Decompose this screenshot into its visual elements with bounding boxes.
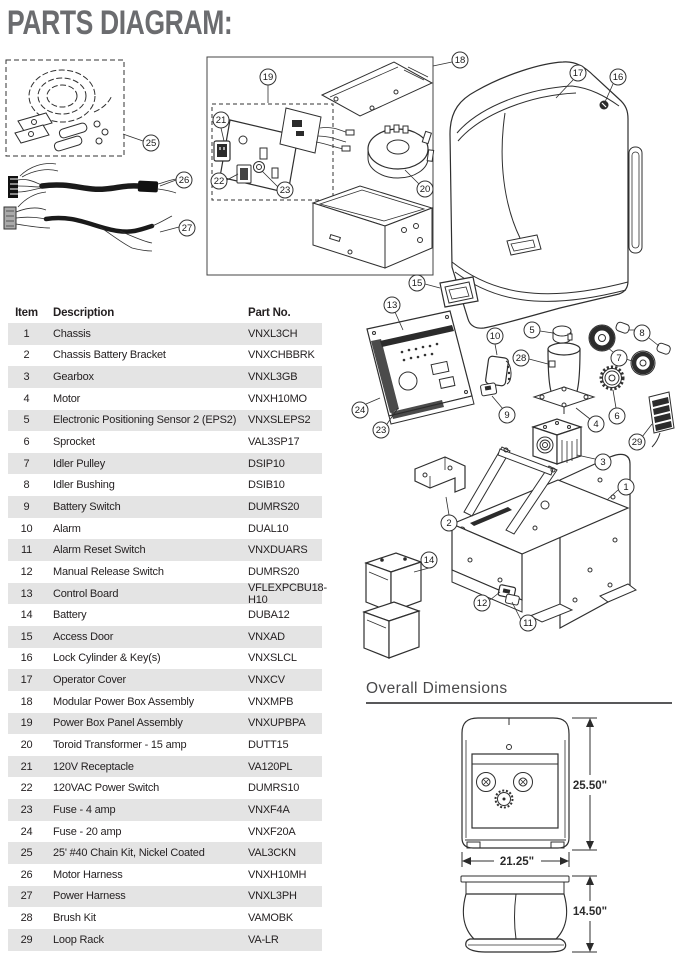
callout-20 bbox=[417, 181, 433, 197]
table-row bbox=[8, 821, 322, 843]
table-cell: 5 bbox=[23, 414, 30, 427]
table-cell: Idler Bushing bbox=[53, 479, 115, 492]
table-cell: 19 bbox=[20, 717, 33, 730]
table-cell: VNXF4A bbox=[248, 803, 290, 816]
width-dimension bbox=[462, 852, 569, 868]
table-cell: Alarm bbox=[53, 522, 81, 535]
table-row bbox=[8, 669, 322, 691]
table-cell: 120VAC Power Switch bbox=[53, 782, 160, 795]
callout-6 bbox=[609, 408, 625, 424]
table-row bbox=[8, 864, 322, 886]
table-cell: Alarm Reset Switch bbox=[53, 544, 146, 557]
table-cell: Fuse - 4 amp bbox=[53, 803, 116, 816]
height-side-label: 14.50" bbox=[572, 906, 608, 918]
brush-kit-location bbox=[549, 361, 555, 367]
table-cell: 10 bbox=[20, 522, 33, 535]
callout-28 bbox=[513, 350, 529, 366]
access-door-illustration bbox=[440, 277, 478, 307]
svg-text:8: 8 bbox=[639, 328, 645, 339]
callout-7 bbox=[611, 350, 627, 366]
table-row bbox=[8, 604, 322, 626]
table-cell: Fuse - 20 amp bbox=[53, 825, 122, 838]
chain-kit-illustration bbox=[6, 60, 124, 156]
table-cell: VNXCV bbox=[248, 674, 285, 687]
table-cell: 26 bbox=[20, 868, 33, 881]
svg-text:17: 17 bbox=[572, 68, 584, 79]
callout-12 bbox=[474, 595, 490, 611]
motor-illustration bbox=[534, 343, 594, 414]
table-cell: 25' #40 Chain Kit, Nickel Coated bbox=[53, 847, 205, 860]
table-row bbox=[8, 691, 322, 713]
svg-text:23: 23 bbox=[375, 425, 387, 436]
table-cell: 1 bbox=[23, 327, 30, 340]
table-cell: Battery bbox=[53, 609, 87, 622]
callout-23 bbox=[277, 182, 293, 198]
overall-dimensions-heading: Overall Dimensions bbox=[366, 680, 508, 697]
table-cell: 24 bbox=[20, 825, 33, 838]
table-row bbox=[8, 581, 327, 606]
svg-text:3: 3 bbox=[600, 457, 606, 468]
callout-11 bbox=[520, 615, 536, 631]
callout-13 bbox=[384, 297, 400, 313]
table-cell: Manual Release Switch bbox=[53, 565, 164, 578]
callout-14 bbox=[421, 552, 437, 568]
side-door-strip bbox=[629, 147, 642, 253]
table-row bbox=[8, 323, 322, 345]
svg-text:20: 20 bbox=[419, 184, 431, 195]
table-cell: 27 bbox=[20, 890, 33, 903]
table-cell: Modular Power Box Assembly bbox=[53, 695, 194, 708]
table-cell: 120V Receptacle bbox=[53, 760, 134, 773]
table-row bbox=[8, 474, 322, 496]
table-cell: VNXMPB bbox=[248, 695, 294, 708]
gearbox-illustration bbox=[533, 419, 581, 464]
table-cell: 23 bbox=[20, 803, 33, 816]
overall-dimensions-rule bbox=[366, 702, 672, 704]
table-cell: VAL3CKN bbox=[248, 847, 296, 860]
table-cell: VNXUPBPA bbox=[248, 717, 306, 730]
table-cell: VNXSLCL bbox=[248, 652, 297, 665]
table-cell: DUMRS20 bbox=[248, 500, 300, 513]
parts-table-header bbox=[8, 302, 322, 323]
table-cell: VNXF20A bbox=[248, 825, 296, 838]
callout-27 bbox=[179, 220, 195, 236]
table-cell: 14 bbox=[20, 609, 33, 622]
svg-text:5: 5 bbox=[529, 325, 535, 336]
table-row bbox=[8, 518, 322, 540]
table-cell: Control Board bbox=[53, 587, 119, 600]
table-cell: VNXL3CH bbox=[248, 327, 298, 340]
table-cell: VNXH10MO bbox=[248, 392, 307, 405]
table-cell: VA-LR bbox=[248, 933, 279, 946]
table-row bbox=[8, 907, 322, 929]
svg-text:28: 28 bbox=[515, 353, 527, 364]
table-cell: Operator Cover bbox=[53, 674, 127, 687]
front-view-illustration bbox=[462, 718, 569, 848]
table-row bbox=[8, 561, 322, 583]
table-row bbox=[8, 713, 322, 735]
table-cell: VNXSLEPS2 bbox=[248, 414, 311, 427]
callout-23b bbox=[373, 422, 389, 438]
svg-text:23: 23 bbox=[279, 185, 291, 196]
svg-text:25: 25 bbox=[145, 138, 157, 149]
callout-8 bbox=[634, 325, 650, 341]
svg-text:4: 4 bbox=[593, 419, 599, 430]
table-cell: VFLEXPCBU18-H10 bbox=[248, 581, 327, 606]
power-box-lid bbox=[322, 62, 432, 116]
callout-4 bbox=[588, 416, 604, 432]
callout-9 bbox=[499, 407, 515, 423]
lock-cylinder-illustration bbox=[600, 101, 609, 110]
table-cell: Electronic Positioning Sensor 2 (EPS2) bbox=[53, 414, 237, 427]
svg-text:18: 18 bbox=[454, 55, 466, 66]
table-cell: 7 bbox=[23, 457, 30, 470]
height-dimension bbox=[572, 718, 607, 850]
table-cell: DUTT15 bbox=[248, 738, 289, 751]
page-title: PARTS DIAGRAM: bbox=[7, 4, 233, 42]
parts-table bbox=[8, 302, 327, 951]
power-harness-illustration bbox=[4, 192, 172, 251]
table-cell: VNXL3PH bbox=[248, 890, 297, 903]
table-cell: DUAL10 bbox=[248, 522, 289, 535]
side-view-illustration bbox=[461, 876, 569, 952]
table-row bbox=[8, 388, 322, 410]
callout-17 bbox=[570, 65, 586, 81]
callout-15 bbox=[409, 275, 425, 291]
table-cell: VNXAD bbox=[248, 630, 285, 643]
callout-22 bbox=[211, 173, 227, 189]
table-cell: 17 bbox=[20, 674, 33, 687]
table-cell: VNXL3GB bbox=[248, 371, 298, 384]
table-cell: Lock Cylinder & Key(s) bbox=[53, 652, 161, 665]
operator-cover-illustration bbox=[450, 62, 642, 328]
table-cell: Brush Kit bbox=[53, 912, 96, 925]
table-cell: 22 bbox=[20, 782, 33, 795]
table-row bbox=[8, 842, 322, 864]
svg-text:6: 6 bbox=[614, 411, 620, 422]
svg-text:11: 11 bbox=[523, 618, 533, 629]
table-cell: VNXH10MH bbox=[248, 868, 307, 881]
table-cell: Motor bbox=[53, 392, 81, 405]
battery-bracket-illustration bbox=[415, 457, 465, 492]
battery-switch-illustration bbox=[480, 383, 497, 396]
callout-24 bbox=[352, 402, 368, 418]
table-cell: 20 bbox=[20, 738, 33, 751]
power-box-assembly-illustration bbox=[207, 57, 434, 275]
sprocket-illustration bbox=[601, 367, 623, 389]
callout-16 bbox=[610, 69, 626, 85]
svg-text:13: 13 bbox=[386, 300, 398, 311]
callout-18 bbox=[452, 52, 468, 68]
table-cell: 16 bbox=[20, 652, 33, 665]
header-item: Item bbox=[15, 306, 38, 319]
table-cell: Power Harness bbox=[53, 890, 126, 903]
table-cell: 3 bbox=[23, 371, 30, 384]
table-cell: 2 bbox=[23, 349, 30, 362]
header-description: Description bbox=[53, 306, 115, 319]
table-cell: VAMOBK bbox=[248, 912, 294, 925]
table-row bbox=[8, 410, 322, 432]
overall-dimensions-drawing bbox=[360, 708, 676, 955]
table-cell: 25 bbox=[20, 847, 33, 860]
callout-19 bbox=[260, 69, 276, 85]
svg-text:2: 2 bbox=[446, 518, 452, 529]
svg-text:15: 15 bbox=[411, 278, 423, 289]
toroid-transformer-illustration bbox=[368, 125, 434, 178]
table-cell: VNXCHBBRK bbox=[248, 349, 315, 362]
table-cell: DUMRS20 bbox=[248, 565, 300, 578]
table-row bbox=[8, 431, 322, 453]
table-cell: 28 bbox=[20, 912, 33, 925]
table-row bbox=[8, 734, 322, 756]
svg-text:26: 26 bbox=[178, 175, 190, 186]
table-cell: 13 bbox=[20, 587, 33, 600]
table-row bbox=[8, 366, 322, 388]
table-cell: VNXDUARS bbox=[248, 544, 308, 557]
table-row bbox=[8, 626, 322, 648]
fuse-illustration bbox=[254, 162, 265, 173]
table-cell: 6 bbox=[23, 436, 30, 449]
table-cell: 11 bbox=[20, 544, 33, 557]
table-row bbox=[8, 756, 322, 778]
svg-text:19: 19 bbox=[262, 72, 274, 83]
table-cell: DSIP10 bbox=[248, 457, 285, 470]
parts-table-rows bbox=[8, 323, 327, 951]
callout-21 bbox=[213, 112, 229, 128]
loop-rack-illustration bbox=[649, 392, 674, 447]
table-cell: 18 bbox=[20, 695, 33, 708]
table-row bbox=[8, 929, 322, 951]
table-row bbox=[8, 799, 322, 821]
callout-2 bbox=[441, 515, 457, 531]
callout-29 bbox=[629, 434, 645, 450]
receptacle-illustration bbox=[214, 141, 230, 161]
table-cell: Power Box Panel Assembly bbox=[53, 717, 183, 730]
table-row bbox=[8, 886, 322, 908]
callout-26 bbox=[176, 172, 192, 188]
svg-text:12: 12 bbox=[476, 598, 488, 609]
table-cell: Battery Switch bbox=[53, 500, 121, 513]
svg-text:21: 21 bbox=[215, 115, 227, 126]
table-cell: VA120PL bbox=[248, 760, 293, 773]
table-row bbox=[8, 453, 322, 475]
callout-3 bbox=[595, 454, 611, 470]
callout-1 bbox=[618, 479, 634, 495]
table-cell: Idler Pulley bbox=[53, 457, 106, 470]
width-label: 21.25" bbox=[499, 856, 535, 868]
svg-text:9: 9 bbox=[504, 410, 510, 421]
table-cell: Motor Harness bbox=[53, 868, 123, 881]
table-row bbox=[8, 345, 322, 367]
table-cell: 12 bbox=[20, 565, 33, 578]
table-cell: Chassis bbox=[53, 327, 91, 340]
table-cell: Loop Rack bbox=[53, 933, 104, 946]
callout-25 bbox=[143, 135, 159, 151]
table-cell: DUMRS10 bbox=[248, 782, 300, 795]
svg-text:24: 24 bbox=[354, 405, 366, 416]
table-cell: 15 bbox=[20, 630, 33, 643]
table-cell: Access Door bbox=[53, 630, 114, 643]
callout-10 bbox=[487, 328, 503, 344]
svg-text:14: 14 bbox=[423, 555, 435, 566]
svg-text:29: 29 bbox=[631, 437, 643, 448]
svg-text:10: 10 bbox=[489, 331, 501, 342]
table-cell: Chassis Battery Bracket bbox=[53, 349, 166, 362]
side-height-dimension bbox=[572, 876, 607, 952]
table-cell: 21 bbox=[20, 760, 33, 773]
table-cell: 29 bbox=[20, 933, 33, 946]
svg-text:27: 27 bbox=[181, 223, 193, 234]
battery-illustration bbox=[364, 553, 421, 658]
alarm-illustration bbox=[485, 356, 511, 387]
eps2-sensor-illustration bbox=[553, 326, 572, 343]
table-cell: 9 bbox=[23, 500, 30, 513]
svg-text:22: 22 bbox=[213, 176, 225, 187]
power-box-base-illustration bbox=[313, 186, 432, 268]
table-cell: DSIB10 bbox=[248, 479, 285, 492]
power-switch-illustration bbox=[237, 165, 251, 183]
control-board-illustration bbox=[367, 311, 474, 424]
callout-5 bbox=[524, 322, 540, 338]
motor-harness-illustration bbox=[8, 164, 176, 199]
height-front-label: 25.50" bbox=[572, 780, 608, 792]
svg-text:1: 1 bbox=[623, 482, 629, 493]
svg-text:7: 7 bbox=[616, 353, 622, 364]
table-row bbox=[8, 648, 322, 670]
table-cell: 8 bbox=[23, 479, 30, 492]
table-row bbox=[8, 539, 322, 561]
table-cell: Sprocket bbox=[53, 436, 95, 449]
table-row bbox=[8, 777, 322, 799]
table-cell: Toroid Transformer - 15 amp bbox=[53, 738, 187, 751]
svg-text:16: 16 bbox=[612, 72, 624, 83]
table-cell: Gearbox bbox=[53, 371, 94, 384]
header-part-no: Part No. bbox=[248, 306, 291, 319]
table-cell: DUBA12 bbox=[248, 609, 290, 622]
table-cell: 4 bbox=[23, 392, 30, 405]
table-row bbox=[8, 496, 322, 518]
table-cell: VAL3SP17 bbox=[248, 436, 300, 449]
